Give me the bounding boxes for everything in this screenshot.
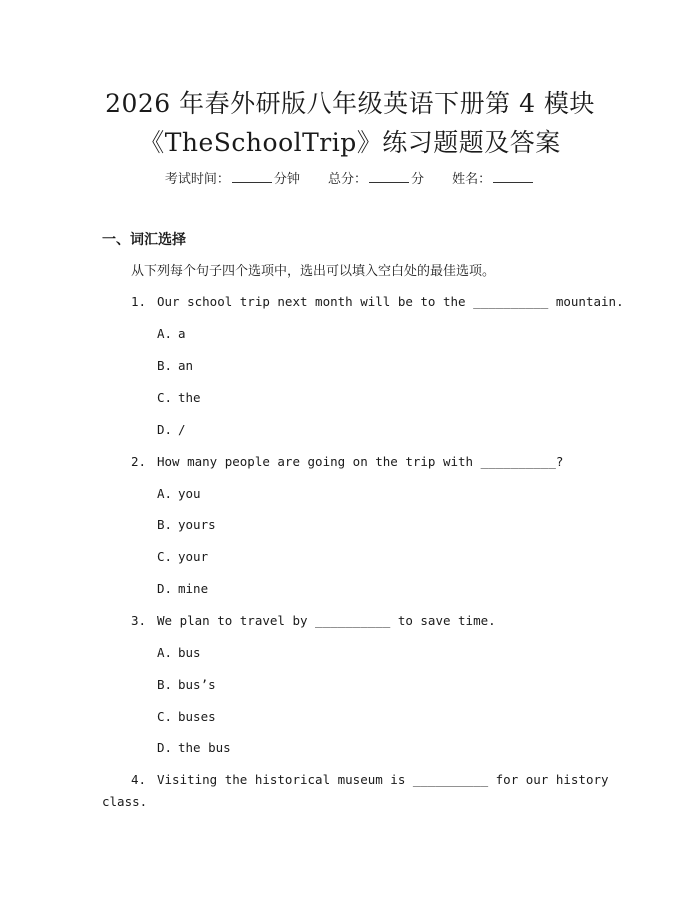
student-name xyxy=(452,168,535,187)
question-4-continuation: class. xyxy=(102,794,148,809)
option-2d xyxy=(157,581,208,596)
section-heading: 一、词汇选择 xyxy=(102,232,186,248)
exam-time-unit: 分钟 xyxy=(273,172,300,187)
option-text: the xyxy=(178,390,201,405)
question-text: We plan to travel by __________ to save time. xyxy=(157,613,496,628)
option-2b xyxy=(157,517,216,532)
question-2 xyxy=(131,454,563,469)
option-text: mine xyxy=(178,581,209,596)
option-1d xyxy=(157,422,186,437)
exam-time xyxy=(165,168,300,187)
option-3b xyxy=(157,677,216,692)
exam-time-label: 考试时间： xyxy=(164,172,230,187)
option-text: buses xyxy=(178,709,216,724)
question-4 xyxy=(131,772,609,787)
option-1b xyxy=(157,358,193,373)
exam-time-blank xyxy=(232,170,272,183)
question-number: 1. xyxy=(131,294,147,309)
option-letter: B. xyxy=(157,517,173,532)
page-subtitle: 《TheSchoolTrip》练习题题及答案 xyxy=(139,128,561,157)
option-text: your xyxy=(178,549,209,564)
option-text: yours xyxy=(178,517,216,532)
question-number: 3. xyxy=(131,613,147,628)
question-text: Visiting the historical museum is __________ for our history xyxy=(157,772,609,787)
option-text: bus’s xyxy=(178,677,216,692)
option-letter: A. xyxy=(157,645,173,660)
option-2c xyxy=(157,549,208,564)
total-score xyxy=(328,168,424,187)
option-text: you xyxy=(178,486,201,501)
question-1 xyxy=(131,294,624,309)
option-letter: D. xyxy=(157,422,173,437)
option-text: / xyxy=(178,422,186,437)
exam-info-line xyxy=(0,168,700,187)
option-letter: C. xyxy=(157,709,173,724)
question-number: 4. xyxy=(131,772,147,787)
option-text: bus xyxy=(178,645,201,660)
student-name-label: 姓名： xyxy=(452,172,492,187)
option-letter: B. xyxy=(157,358,173,373)
option-2a xyxy=(157,486,201,501)
question-3 xyxy=(131,613,496,628)
page-title: 2026 年春外研版八年级英语下册第 4 模块 xyxy=(105,89,595,118)
student-name-blank xyxy=(493,170,533,183)
option-3d xyxy=(157,740,231,755)
option-text: the bus xyxy=(178,740,231,755)
option-letter: A. xyxy=(157,326,173,341)
question-number: 2. xyxy=(131,454,147,469)
option-letter: D. xyxy=(157,740,173,755)
option-3a xyxy=(157,645,201,660)
option-letter: C. xyxy=(157,549,173,564)
option-letter: C. xyxy=(157,390,173,405)
option-3c xyxy=(157,709,216,724)
total-score-blank xyxy=(369,170,409,183)
question-text: Our school trip next month will be to the __________ mountain. xyxy=(157,294,624,309)
option-1c xyxy=(157,390,201,405)
option-letter: D. xyxy=(157,581,173,596)
option-1a xyxy=(157,326,186,341)
section-instruction: 从下列每个句子四个选项中，选出可以填入空白处的最佳选项。 xyxy=(131,264,496,279)
total-score-label: 总分： xyxy=(327,172,367,187)
option-letter: A. xyxy=(157,486,173,501)
option-letter: B. xyxy=(157,677,173,692)
total-score-unit: 分 xyxy=(411,172,425,187)
question-text: How many people are going on the trip with __________? xyxy=(157,454,564,469)
option-text: an xyxy=(178,358,194,373)
option-text: a xyxy=(178,326,186,341)
